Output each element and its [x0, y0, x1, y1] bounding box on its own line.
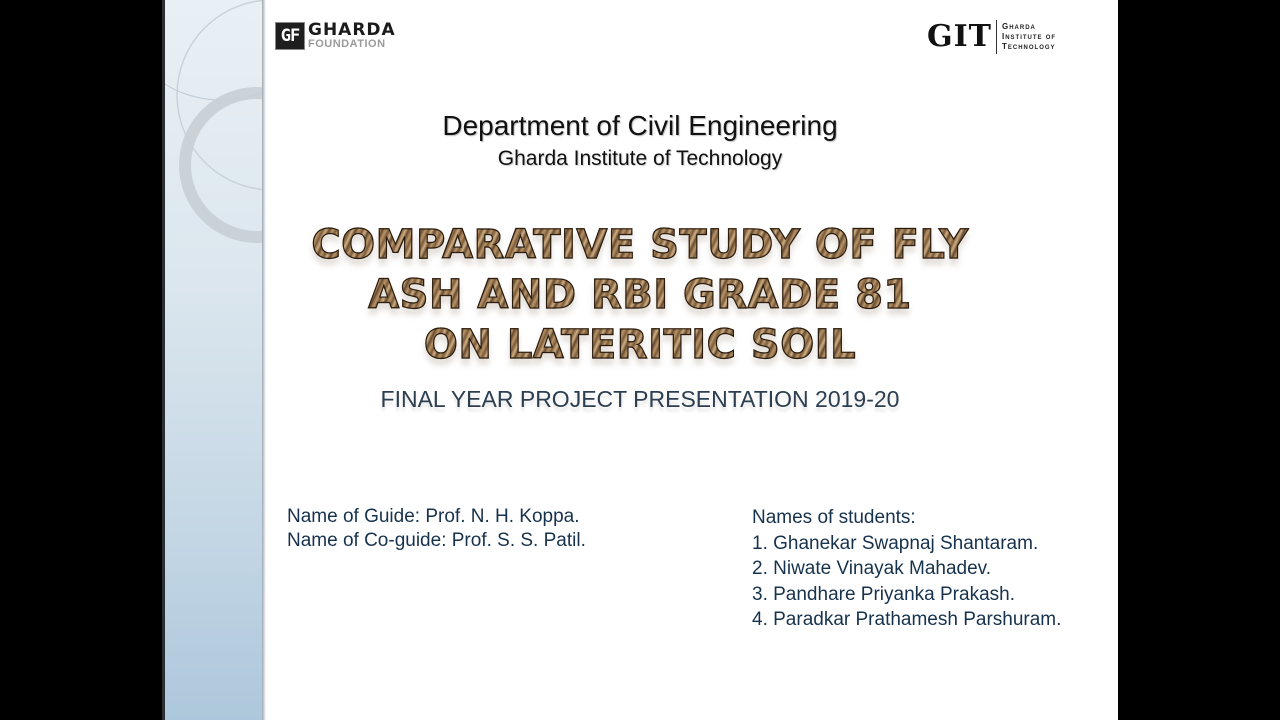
slide-subtitle: FINAL YEAR PROJECT PRESENTATION 2019-20 — [380, 386, 900, 412]
co-guide-name: Name of Co-guide: Prof. S. S. Patil. — [287, 530, 586, 551]
gharda-foundation-logo — [275, 22, 396, 50]
student-item: 3. Pandhare Priyanka Prakash. — [752, 583, 1015, 605]
presentation-slide — [162, 0, 1118, 720]
title-line-1: COMPARATIVE STUDY OF FLY — [162, 220, 1118, 270]
git-logo-separator — [996, 20, 997, 54]
students-heading: Names of students: — [752, 507, 916, 528]
guide-name: Name of Guide: Prof. N. H. Koppa. — [287, 506, 580, 527]
title-line-2: ASH AND RBI GRADE 81 — [162, 270, 1118, 320]
student-item: 1. Ghanekar Swapnaj Shantaram. — [752, 532, 1039, 554]
guides-block — [287, 505, 586, 553]
gf-logo-sub: FOUNDATION — [308, 38, 386, 50]
git-logo-line: Technology — [1001, 42, 1056, 51]
student-item: 2. Niwate Vinayak Mahadev. — [752, 558, 992, 579]
student-item: 4. Paradkar Prathamesh Parshuram. — [752, 609, 1062, 630]
git-logo-line: Institute of — [1001, 32, 1057, 41]
students-block — [752, 505, 1061, 633]
git-logo-line: Gharda — [1001, 22, 1036, 31]
gf-logo-name: GHARDA — [308, 20, 396, 40]
department-heading: Department of Civil Engineering — [442, 110, 838, 141]
git-logo — [927, 20, 1056, 54]
git-logo-mark: GIT — [927, 19, 992, 54]
slide-title — [162, 220, 1118, 370]
title-line-3: ON LATERITIC SOIL — [162, 320, 1118, 370]
institute-heading: Gharda Institute of Technology — [497, 147, 783, 170]
gf-logo-mark: GF — [275, 22, 305, 50]
